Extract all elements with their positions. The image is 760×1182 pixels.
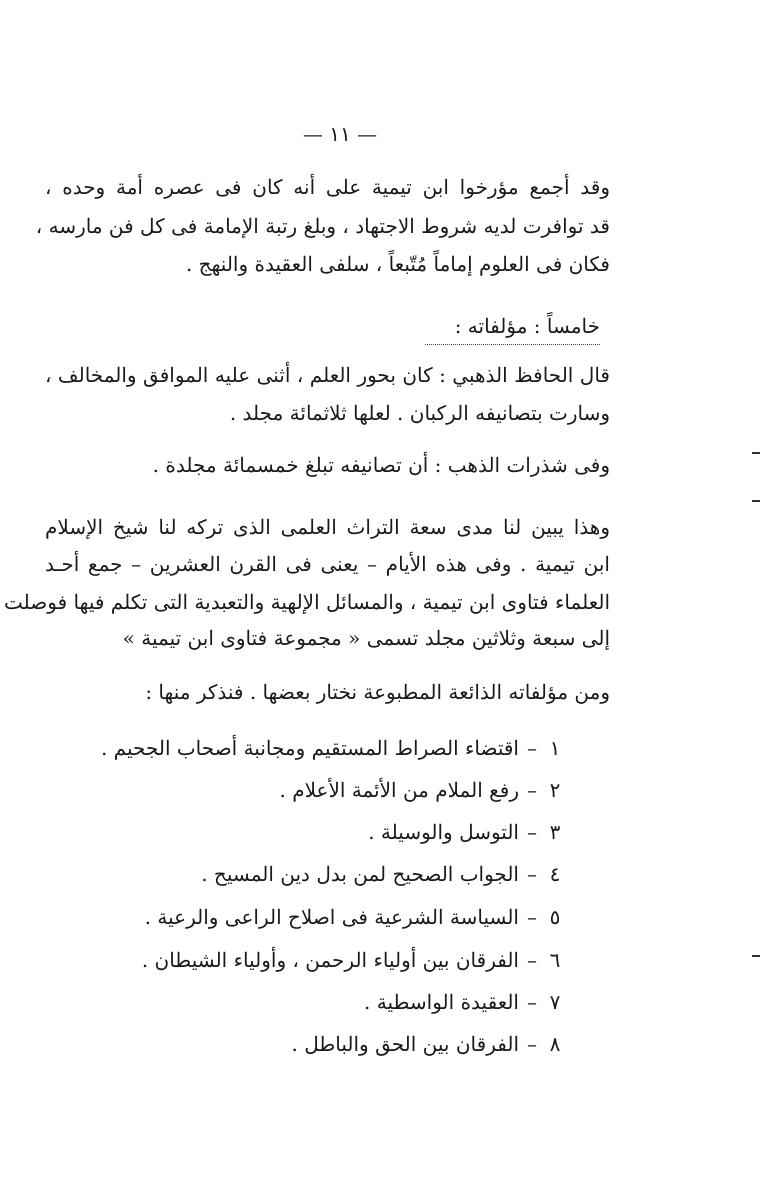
list-item-number: ٣ <box>549 820 561 844</box>
paragraph-line: إلى سبعة وثلاثين مجلد تسمى « مجموعة فتاوى ابن تيمية » <box>122 626 610 650</box>
list-item-dash: – <box>527 778 537 802</box>
paragraph-line: وهذا يبين لنا مدى سعة التراث العلمى الذى تركه لنا شيخ الإسلام <box>45 515 610 539</box>
list-item-text: العقيدة الواسطية . <box>364 990 519 1014</box>
paragraph-line: وفى شذرات الذهب : أن تصانيفه تبلغ خمسمائة مجلدة . <box>152 453 610 477</box>
paragraph-line: ابن تيمية . وفى هذه الأيام – يعنى فى القرن العشرين – جمع أحـد <box>45 552 610 576</box>
list-item-text: رفع الملام من الأئمة الأعلام . <box>279 778 519 802</box>
list-item-dash: – <box>527 820 537 844</box>
list-item <box>101 734 565 762</box>
list-item <box>364 988 565 1016</box>
scan-mark <box>752 452 760 454</box>
list-item-number: ٦ <box>549 948 561 972</box>
paragraph-line: قال الحافظ الذهبي : كان بحور العلم ، أثنى عليه الموافق والمخالف ، <box>45 363 610 387</box>
list-item-number: ٢ <box>549 778 561 802</box>
list-item-text: اقتضاء الصراط المستقيم ومجانبة أصحاب الجحيم . <box>100 736 519 760</box>
paragraph-line: العلماء فتاوى ابن تيمية ، والمسائل الإلهية والتعبدية التى تكلم فيها فوصلت <box>4 590 610 614</box>
list-item <box>368 818 565 846</box>
section-heading: خامساً : مؤلفاته : <box>454 314 600 338</box>
list-item-dash: – <box>527 736 537 760</box>
paragraph-line: وسارت بتصانيفه الركبان . لعلها ثلاثمائة مجلد . <box>229 401 610 425</box>
list-item-dash: – <box>527 1032 537 1056</box>
page-number: — ١١ — <box>302 122 378 146</box>
heading-underline <box>425 344 600 345</box>
list-item-dash: – <box>527 990 537 1014</box>
list-item <box>201 860 565 888</box>
list-item <box>292 1030 566 1058</box>
list-item-number: ٨ <box>549 1032 561 1056</box>
list-item <box>145 903 565 931</box>
scan-mark <box>752 500 760 502</box>
list-item-number: ٥ <box>549 905 561 929</box>
list-item-text: الفرقان بين أولياء الرحمن ، وأولياء الشيطان . <box>141 948 519 972</box>
list-item-number: ٧ <box>549 990 561 1014</box>
list-item-dash: – <box>527 948 537 972</box>
list-item-text: الجواب الصحيح لمن بدل دين المسيح . <box>201 862 519 886</box>
paragraph-line: ومن مؤلفاته الذائعة المطبوعة نختار بعضها . فنذكر منها : <box>145 680 610 704</box>
list-item-dash: – <box>527 862 537 886</box>
paragraph-line: وقد أجمع مؤرخوا ابن تيمية على أنه كان فى عصره أمة وحده ، <box>45 175 610 199</box>
paragraph-line: فكان فى العلوم إماماً مُتّبعاً ، سلفى العقيدة والنهج . <box>185 252 610 276</box>
paragraph-line: قد توافرت لديه شروط الاجتهاد ، وبلغ رتبة الإمامة فى كل فن مارسه ، <box>35 214 610 238</box>
list-item-text: التوسل والوسيلة . <box>368 820 519 844</box>
list-item <box>279 776 565 804</box>
scan-mark <box>752 955 760 957</box>
list-item-number: ٤ <box>549 862 561 886</box>
list-item-text: السياسة الشرعية فى اصلاح الراعى والرعية . <box>144 905 519 929</box>
list-item <box>142 946 565 974</box>
list-item-number: ١ <box>549 736 561 760</box>
list-item-dash: – <box>527 905 537 929</box>
list-item-text: الفرقان بين الحق والباطل . <box>291 1032 519 1056</box>
